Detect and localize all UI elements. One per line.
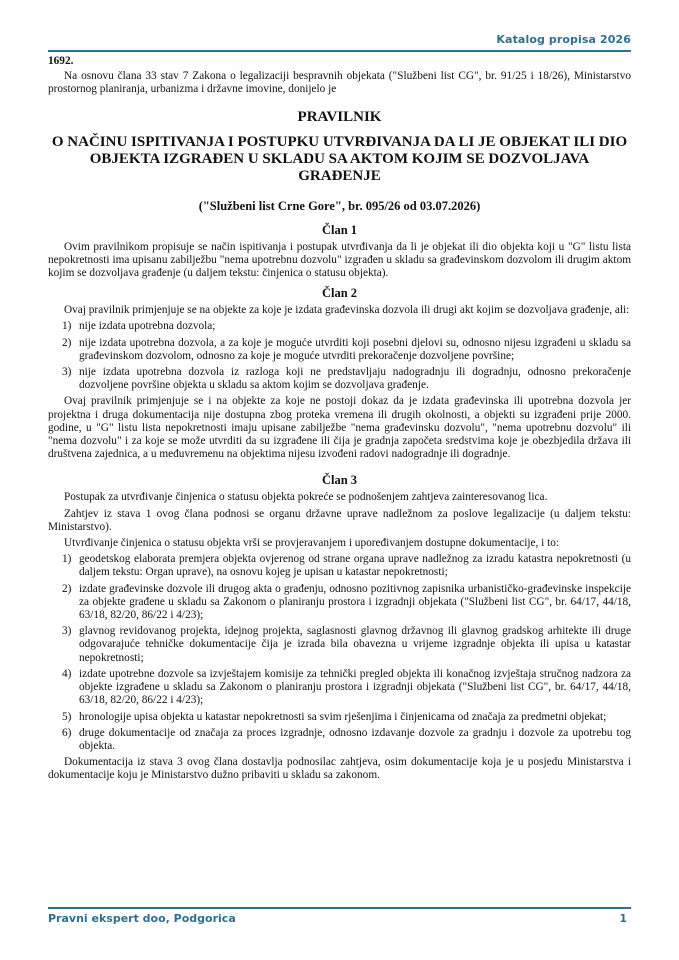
list-item [48,711,631,724]
list-item [48,553,631,579]
list-item-text: nije izdata upotrebna dozvola, a za koje je moguće utvrditi koji posebni djelovi su, odnosno nijesu izgrađeni u skladu sa građevinskom dozvolom, odnosno za koje je moguće utvrditi prekoračenje dozvoljene površine; [79,336,631,362]
list-item-number: 1) [62,553,72,566]
list-item [48,320,631,333]
list-item-number: 5) [62,710,72,723]
list-item-text: izdate građevinske dozvole ili drugog akta o građenju, odnosno pozitivnog zapisnika urbanističko-građevinske inspekcije za objekte građene u skladu sa Zakonom o planiranju prostora i izgradnji objekata ("Službeni list CG", br. 64/17, 44/18, 63/18, 82/20, 86/22 i 4/23); [79,582,631,622]
article-3-paragraph-2: Zahtjev iz stava 1 ovog člana podnosi se organu državne uprave nadležnom za poslove legalizacije (u daljem tekstu: Ministarstvo). [48,507,631,533]
list-item [48,337,631,363]
article-3-paragraph-4: Dokumentacija iz stava 3 ovog člana dostavlja podnosilac zahtjeva, osim dokumentacije koja je u posjedu Ministarstva i dokumentacije koju je Ministarstvo dužno pribaviti u skladu sa zakonom. [48,756,631,782]
list-item [48,366,631,392]
article-1-paragraph: Ovim pravilnikom propisuje se način ispitivanja i postupak utvrđivanja da li je objekat ili dio objekta koji u "G" listu lista nepokretnosti ima upisanu zabilježbu "nema upotrebnu dozvolu" izgrađen u skladu sa građevinskom dozvolom ili drugim aktom kojim se dozvoljava građenje (u daljem tekstu: činjenica o statusu objekta). [48,240,631,280]
article-2-heading: Član 2 [321,286,358,301]
list-item [48,625,631,665]
list-item-text: glavnog revidovanog projekta, idejnog projekta, saglasnosti glavnog državnog ili glavnog gradskog arhitekte ili druge odgovarajuće tehničke dokumentacije čija je izrada bila obavezna u vrijeme izgradnje objekta ili upisa u katastar nepokretnosti; [79,625,631,664]
document-body [48,55,631,786]
list-item-text: izdate upotrebne dozvole sa izvještajem komisije za tehnički pregled objekta ili konačnog izvještaja stručnog nadzora za objekte izgrađene u skladu sa Zakonom o planiranju prostora i izgradnji objekata ("Službeni list CG", br. 64/17, 44/18, 63/18, 82/20, 86/22 i 4/23); [79,667,631,707]
gazette-reference: ("Službeni list Crne Gore", br. 095/26 od 03.07.2026) [198,198,481,213]
list-item-text: nije izdata upotrebna dozvola iz razloga koji ne predstavljaju nadogradnju ili dogradnju, odnosno prekoračenje dozvoljene površine objekta u skladu sa aktom kojim se dozvoljava građenje. [79,366,631,392]
regulation-number: 1692. [48,55,74,67]
intro-paragraph: Na osnovu člana 33 stav 7 Zakona o legalizaciji bespravnih objekata ("Službeni list CG", br. 91/25 i 18/26), Ministarstvo prostornog planiranja, urbanizma i državne imovine, donijelo je [48,70,631,96]
page-number: 1 [619,912,627,925]
list-item-text: geodetskog elaborata premjera objekta ovjerenog od strane organa uprave nadležnog za izradu katastra nepokretnosti (u daljem tekstu: Organ uprave), na osnovu kojeg je upisan u katastar nepokretnosti; [79,553,631,579]
list-item-number: 3) [62,366,72,379]
list-item-text: hronologije upisa objekta u katastar nepokretnosti sa svim rješenjima i činjenicama od značaja za predmetni objekat; [79,710,607,723]
list-item-number: 1) [62,320,72,333]
publisher-label: Pravni ekspert doo, Podgorica [48,912,236,925]
footer-divider [48,907,631,909]
list-item-text: druge dokumentacije od značaja za proces izgradnje, odnosno izdavanje dozvole za gradnju i dozvole za upotrebu tog objekta. [79,726,631,752]
article-2-paragraph-1: Ovaj pravilnik primjenjuje se na objekte za koje je izdata građevinska dozvola ili drugi akt kojim se dozvoljava građenje, ali: [64,304,630,317]
list-item-number: 6) [62,726,72,739]
article-1-heading: Član 1 [321,222,358,237]
document-title: PRAVILNIK [297,108,382,125]
catalog-header-label: Katalog propisa 2026 [496,33,631,46]
article-2-paragraph-2: Ovaj pravilnik primjenjuje se i na objekte za koje ne postoji dokaz da je izdata građevinska ili upotrebna dozvola jer projektna i druga dokumentacija nije dostupna zbog proteka vremena ili drugih okolnosti, a objekti su izgrađeni prije 2000. godine, u "G" listu lista nepokretnosti imaju upisane zabilježbe "nema građevinsku dozvolu", "nema upotrebnu dozvolu" ili "nema dozvolu" i za koje se može utvrditi da su izgrađene ili čija je gradnja započeta sredstvima koje je obezbjedila država ili društvena zajednica, a u međuvremenu na objektima nijesu izvođeni radovi nadogradnje ili dogradnje. [48,395,631,461]
document-subtitle: O NAČINU ISPITIVANJA I POSTUPKU UTVRĐIVANJA DA LI JE OBJEKAT ILI DIO OBJEKTA IZGRAĐEN U SKLADU SA AKTOM KOJIM SE DOZVOLJAVA GRAĐENJE [51,133,628,184]
header-divider [48,50,631,52]
list-item-text: nije izdata upotrebna dozvola; [79,320,216,333]
list-item-number: 2) [62,336,72,349]
list-item [48,583,631,623]
list-item-number: 4) [62,667,72,680]
list-item [48,727,631,753]
list-item-number: 2) [62,582,72,595]
article-3-paragraph-1: Postupak za utvrđivanje činjenica o statusu objekta pokreće se podnošenjem zahtjeva zainteresovanog lica. [64,491,548,504]
article-3-heading: Član 3 [321,473,358,488]
article-3-paragraph-3: Utvrđivanje činjenica o statusu objekta vrši se provjeravanjem i upoređivanjem dostupne dokumentacije, i to: [64,537,560,550]
list-item [48,668,631,708]
list-item-number: 3) [62,625,72,638]
